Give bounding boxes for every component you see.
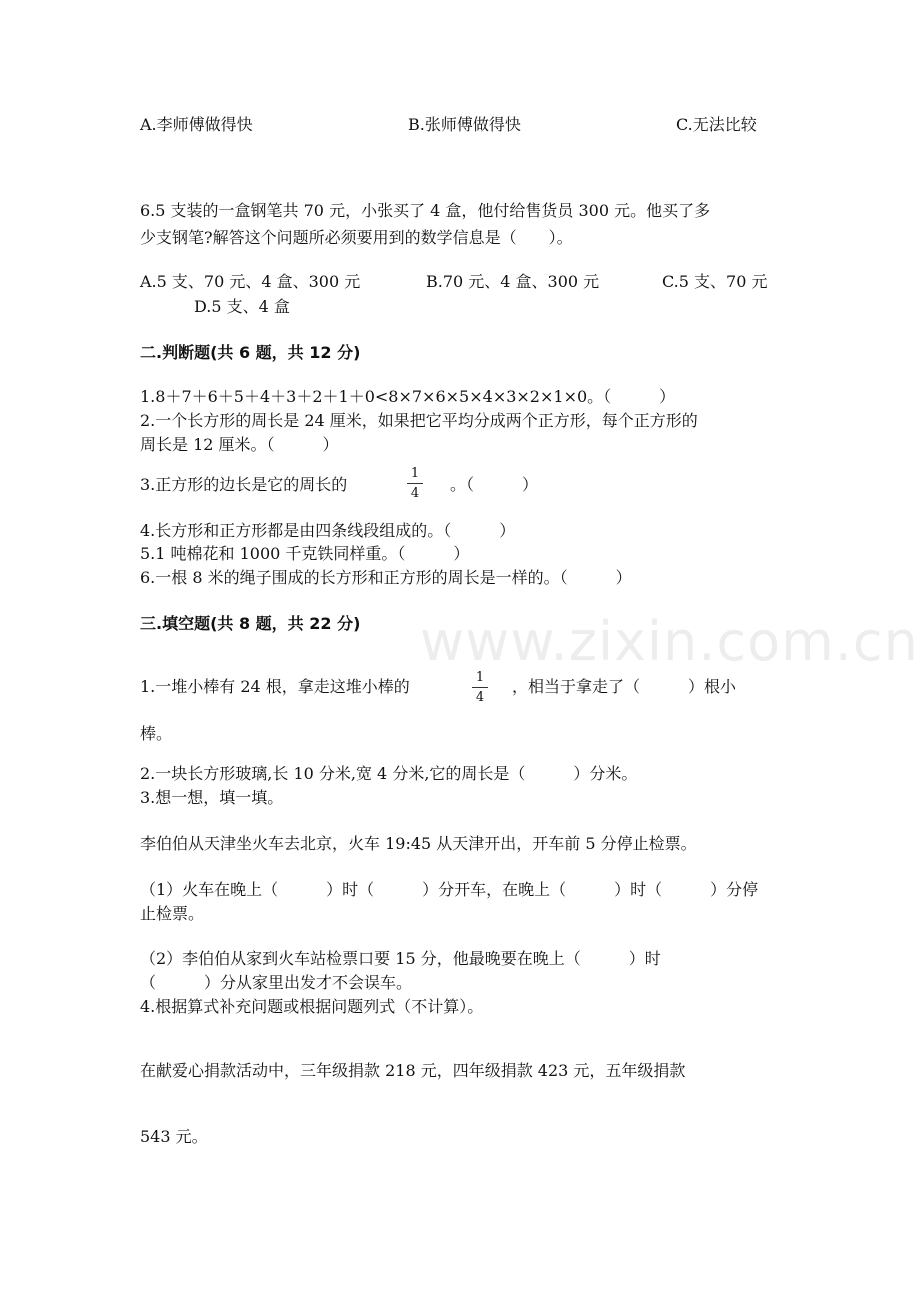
fraction-denominator: 4	[410, 486, 420, 501]
s3-q3-sub2-line1: （2）李伯伯从家到火车站检票口要 15 分，他最晚要在晚上（ ）时	[140, 949, 661, 968]
s3-q4-description-line1: 在献爱心捐款活动中，三年级捐款 218 元，四年级捐款 423 元，五年级捐款	[140, 1061, 686, 1080]
q6-text-line1: 6.5 支装的一盒钢笔共 70 元，小张买了 4 盒，他付给售货员 300 元。他买了多	[140, 201, 711, 220]
s2-q3-fraction	[407, 466, 423, 501]
s3-q1-fraction	[472, 670, 488, 705]
q6-option-a: A.5 支、70 元、4 盒、300 元	[140, 272, 361, 291]
watermark: www.zixin.com.cn	[420, 610, 919, 673]
s3-q3-sub1-line2: 止检票。	[140, 904, 205, 923]
section3-heading: 三.填空题(共 8 题，共 22 分)	[140, 614, 361, 633]
q6-text-line2: 少支钢笔?解答这个问题所必须要用到的数学信息是（ ）。	[140, 228, 573, 247]
q5-option-a: A.李师傅做得快	[140, 115, 253, 134]
fraction-numerator: 1	[475, 670, 485, 685]
s2-q2-line2: 周长是 12 厘米。（ ）	[140, 435, 339, 454]
s3-q4: 4.根据算式补充问题或根据问题列式（不计算）。	[140, 997, 484, 1016]
s2-q6: 6.一根 8 米的绳子围成的长方形和正方形的周长是一样的。（ ）	[140, 568, 632, 587]
s3-q1-suffix: ，相当于拿走了（ ）根小	[512, 677, 737, 696]
q5-option-b: B.张师傅做得快	[408, 115, 521, 134]
s2-q1: 1.8＋7＋6＋5＋4＋3＋2＋1＋0<8×7×6×5×4×3×2×1×0。（ ）	[140, 387, 676, 406]
s2-q3-text: 3.正方形的边长是它的周长的	[140, 475, 348, 494]
s3-q3: 3.想一想，填一填。	[140, 788, 284, 807]
s3-q2: 2.一块长方形玻璃,长 10 分米,宽 4 分米,它的周长是（ ）分米。	[140, 764, 638, 783]
s3-q3-sub2-line2: （ ）分从家里出发才不会误车。	[140, 973, 413, 992]
section2-heading: 二.判断题(共 6 题，共 12 分)	[140, 343, 361, 362]
q6-option-d: D.5 支、4 盒	[194, 297, 290, 316]
s3-q3-description: 李伯伯从天津坐火车去北京，火车 19:45 从天津开出，开车前 5 分停止检票。	[140, 834, 697, 853]
fraction-bar	[472, 687, 488, 688]
fraction-denominator: 4	[475, 690, 485, 705]
s3-q1-line2: 棒。	[140, 724, 173, 743]
s2-q2-line1: 2.一个长方形的周长是 24 厘米，如果把它平均分成两个正方形，每个正方形的	[140, 411, 698, 430]
q6-option-b: B.70 元、4 盒、300 元	[426, 272, 600, 291]
s2-q5: 5.1 吨棉花和 1000 千克铁同样重。（ ）	[140, 544, 470, 563]
s3-q1-text: 1.一堆小棒有 24 根，拿走这堆小棒的	[140, 677, 410, 696]
s2-q4: 4.长方形和正方形都是由四条线段组成的。（ ）	[140, 521, 516, 540]
q5-option-c: C.无法比较	[676, 115, 757, 134]
fraction-numerator: 1	[410, 466, 420, 481]
s2-q3-suffix: 。（ ）	[450, 475, 539, 494]
s3-q3-sub1-line1: （1）火车在晚上（ ）时（ ）分开车，在晚上（ ）时（ ）分停	[140, 880, 759, 899]
fraction-bar	[407, 483, 423, 484]
s3-q4-description-line2: 543 元。	[140, 1127, 208, 1146]
q6-option-c: C.5 支、70 元	[662, 272, 768, 291]
